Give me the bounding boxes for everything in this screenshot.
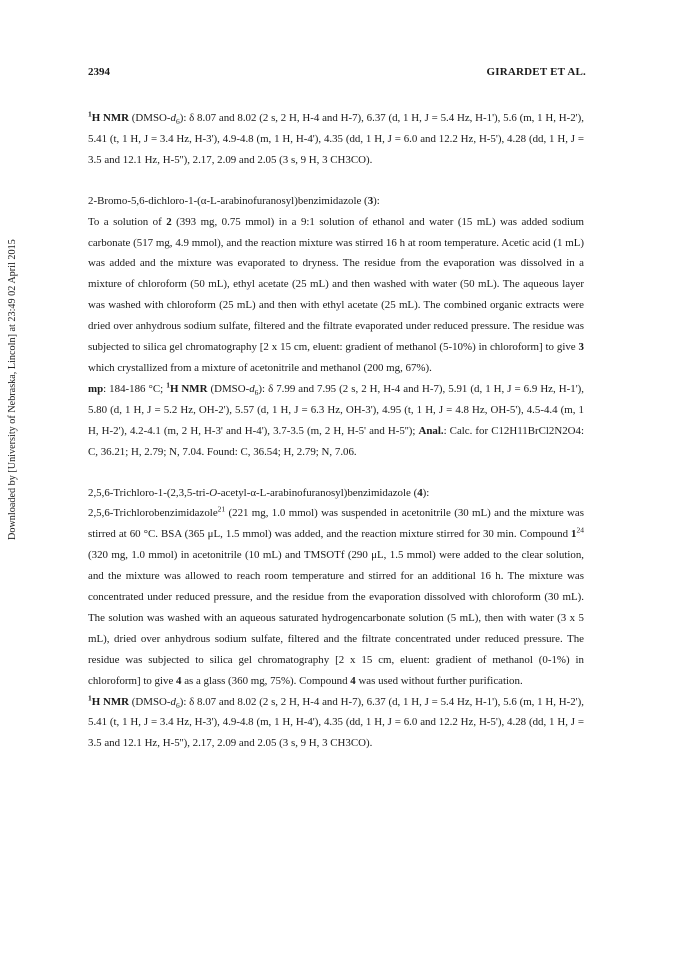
compound-4-characterization: $^1$H NMR $(DMSO-d_6)$: δ 8.07 and 8.02 (2 s, 2 H, H-4 and H-7), 6.37 (d, 1 H, J = 5.4 Hz, H-1'), 5.6 (m, 1 H, H-2'), 5.41 (t, 1 H, J = 3.4 Hz, H-3'), 4.9-4.8 (m, 1 H, H-4'), 4.35 (dd, 1 H, J = 6.0 and 12.2 Hz, H-5'), 4.28 (dd, 1 H, J = 3.5 and 12.1 Hz, H-5''), 2.17, 2.09 and 2.05 (3 s, 9 H, 3 CH3CO). xyxy=(88,692,584,750)
page-number: 2394 xyxy=(88,66,110,78)
compound-3-procedure: To a solution of 2 (393 mg, 0.75 mmol) in a 9:1 solution of ethanol and water (15 mL) was added sodium carbonate (517 mg, 4.9 mmol), and the reaction mixture was stirred 16 h at room temperature. Acetic acid (1 mL) was added and the mixture was evaporated to dryness. The residue from the evaporation was dissolved in a mixture of chloroform (50 mL), ethyl acetate (25 mL) and then washed with water (50 mL). The aqueous layer was washed with chloroform (25 mL) and then with ethyl acetate (25 mL). The combined organic extracts were dried over anhydrous sodium sulfate, filtered and the filtrate evaporated under reduced pressure. The residue was subjected to silica gel chromatography [2 x 15 cm, eluent: gradient of methanol (5-10%) in chloroform] to give 3 which crystallized from a mixture of acetonitrile and methanol (200 mg, 67%). xyxy=(88,215,584,374)
compound-3-title: 2-Bromo-5,6-dichloro-1-(α-L-arabinofuranosyl)benzimidazole (3): xyxy=(88,194,380,207)
anal-label: Anal. xyxy=(418,424,444,437)
running-head: GIRARDET ET AL. xyxy=(486,66,586,78)
compound-3-characterization: mp: 184-186 °C; $^1$H NMR $(DMSO-d_6)$: δ 7.99 and 7.95 (2 s, 2 H, H-4 and H-7), 5.91 (d, 1 H, J = 6.9 Hz, H-1'), 5.80 (d, 1 H, J = 5.2 Hz, OH-2'), 5.57 (d, 1 H, J = 6.3 Hz, OH-3'), 4.95 (t, 1 H, J = 4.8 Hz, OH-5'), 4.5-4.4 (m, 1 H, H-2'), 4.2-4.1 (m, 2 H, H-3' and H-4'), 3.7-3.5 (m, 2 H, H-5' and H-5''); Anal.: Calc. for C12H11BrCl2N2O4: C, 36.21; H, 2.79; N, 7.04. Found: C, 36.54; H, 2.79; N, 7.06. xyxy=(88,380,585,458)
mp-label: mp xyxy=(88,382,104,395)
nmr-label: $^1$H NMR xyxy=(166,380,208,395)
compound-4-procedure: 2,5,6-Trichlorobenzimidazole$^{21}$ (221 mg, 1.0 mmol) was suspended in acetonitrile (30 mL) and the mixture was stirred at 60 °C. BSA (365 μL, 1.5 mmol) was added, and the reaction mixture stirred for 30 min. Compound $1^{24}$ (320 mg, 1.0 mmol) in acetonitrile (10 mL) and TMSOTf (290 μL, 1.5 mmol) were added to the clear solution, and the mixture was allowed to reach room temperature and stirred for an additional 16 h. The mixture was concentrated under reduced pressure, and the residue from the evaporation dissolved with chloroform (30 mL). The solution was washed with an aqueous saturated hydrogencarbonate solution (5 mL), then with water (3 x 5 mL), dried over anhydrous sodium sulfate, filtered and the filtrate concentrated under reduced pressure. The residue was subjected to silica gel chromatography [2 x 15 cm, eluent: gradient of methanol (0-1%) in chloroform] to give 4 as a glass (360 mg, 75%). Compound 4 was used without further purification. xyxy=(88,504,584,687)
nmr-paragraph-1: $^1$H NMR $(DMSO-d_6)$: δ 8.07 and 8.02 (2 s, 2 H, H-4 and H-7), 6.37 (d, 1 H, J = 5.4 Hz, H-1'), 5.6 (m, 1 H, H-2'), 5.41 (t, 1 H, J = 3.4 Hz, H-3'), 4.9-4.8 (m, 1 H, H-4'), 4.35 (dd, 1 H, J = 6.0 and 12.2 Hz, H-5'), 4.28 (dd, 1 H, J = 3.5 and 12.1 Hz, H-5''), 2.17, 2.09 and 2.05 (3 s, 9 H, 3 CH3CO). xyxy=(88,109,584,166)
article-body xyxy=(88,108,584,754)
download-watermark: Downloaded by [University of Nebraska, Lincoln] at 23:49 02 April 2015 xyxy=(7,239,18,541)
page-header xyxy=(88,66,586,82)
nmr-label: $^1$H NMR xyxy=(88,692,130,708)
compound-4-title: 2,5,6-Trichloro-1-(2,3,5-tri-O-acetyl-α-L-arabinofuranosyl)benzimidazole (4): xyxy=(88,486,430,499)
nmr-label: $^1$H NMR xyxy=(88,109,130,124)
